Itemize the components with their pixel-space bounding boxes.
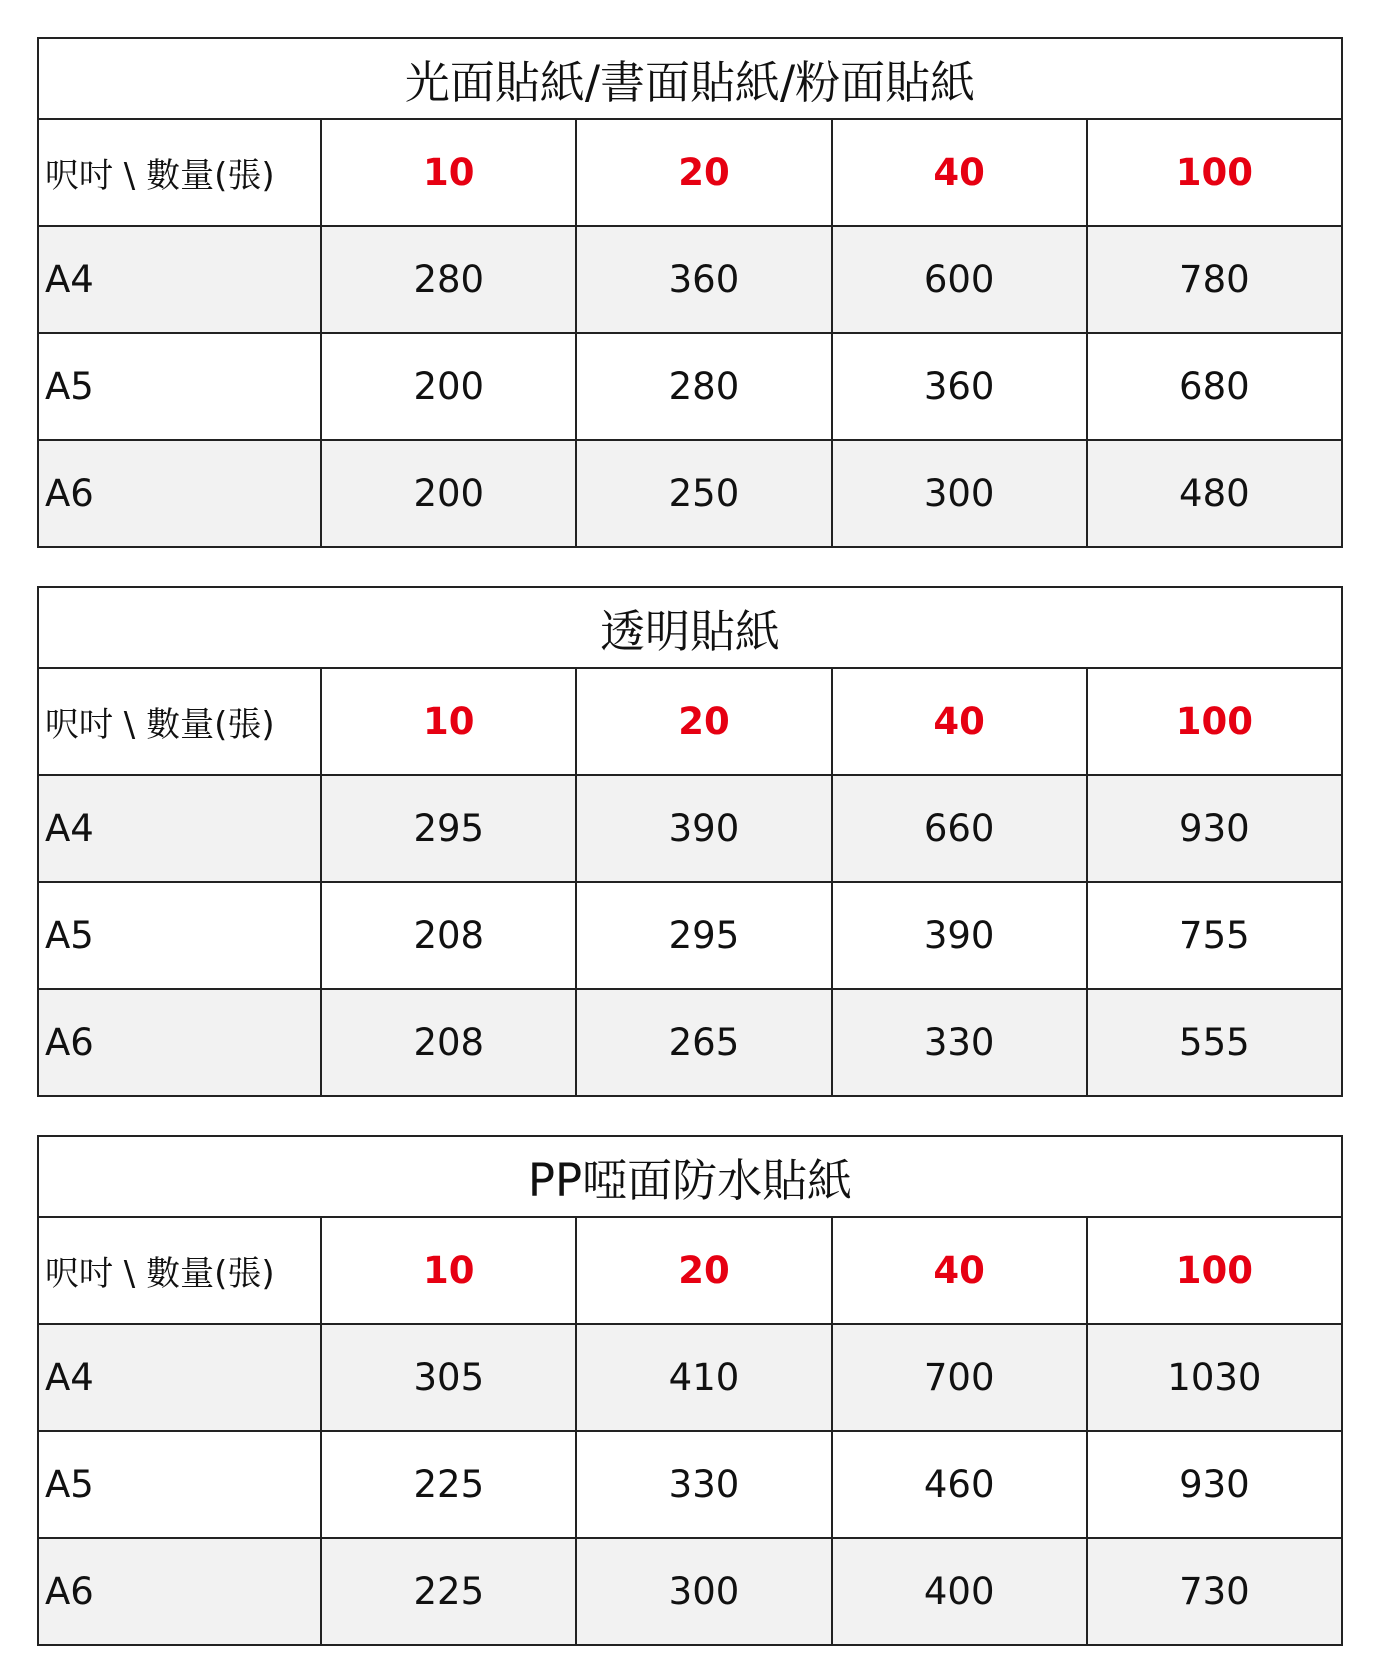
size-quantity-header-label: 呎吋 \ 數量(張) [38, 119, 321, 226]
price-cell: 295 [576, 882, 831, 989]
price-cell: 280 [576, 333, 831, 440]
price-cell: 250 [576, 440, 831, 547]
price-cell: 930 [1087, 1431, 1342, 1538]
table-row [38, 775, 1342, 882]
price-cell: 755 [1087, 882, 1342, 989]
price-cell: 208 [321, 882, 576, 989]
table-title: 透明貼紙 [38, 587, 1342, 668]
quantity-header-20: 20 [576, 668, 831, 775]
table-title-row [38, 38, 1342, 119]
price-cell: 265 [576, 989, 831, 1096]
quantity-header-100: 100 [1087, 119, 1342, 226]
size-label: A4 [38, 775, 321, 882]
price-cell: 300 [832, 440, 1087, 547]
price-cell: 330 [832, 989, 1087, 1096]
table-row [38, 1324, 1342, 1431]
quantity-header-row [38, 119, 1342, 226]
price-table-transparent [37, 586, 1343, 1097]
table-row [38, 440, 1342, 547]
size-quantity-header-label: 呎吋 \ 數量(張) [38, 668, 321, 775]
table-row [38, 226, 1342, 333]
quantity-header-100: 100 [1087, 1217, 1342, 1324]
price-cell: 930 [1087, 775, 1342, 882]
table-row [38, 333, 1342, 440]
price-cell: 410 [576, 1324, 831, 1431]
size-quantity-header-label: 呎吋 \ 數量(張) [38, 1217, 321, 1324]
price-cell: 730 [1087, 1538, 1342, 1645]
price-cell: 700 [832, 1324, 1087, 1431]
price-cell: 360 [832, 333, 1087, 440]
size-label: A6 [38, 440, 321, 547]
price-cell: 225 [321, 1431, 576, 1538]
price-cell: 1030 [1087, 1324, 1342, 1431]
size-label: A4 [38, 1324, 321, 1431]
quantity-header-20: 20 [576, 1217, 831, 1324]
table-title: 光面貼紙/書面貼紙/粉面貼紙 [38, 38, 1342, 119]
price-cell: 460 [832, 1431, 1087, 1538]
table-title: PP啞面防水貼紙 [38, 1136, 1342, 1217]
price-cell: 330 [576, 1431, 831, 1538]
size-label: A4 [38, 226, 321, 333]
quantity-header-10: 10 [321, 119, 576, 226]
table-title-row [38, 587, 1342, 668]
price-cell: 295 [321, 775, 576, 882]
size-label: A5 [38, 1431, 321, 1538]
price-cell: 225 [321, 1538, 576, 1645]
quantity-header-10: 10 [321, 668, 576, 775]
price-cell: 280 [321, 226, 576, 333]
table-row [38, 1431, 1342, 1538]
quantity-header-100: 100 [1087, 668, 1342, 775]
quantity-header-20: 20 [576, 119, 831, 226]
price-cell: 390 [832, 882, 1087, 989]
price-cell: 400 [832, 1538, 1087, 1645]
quantity-header-40: 40 [832, 119, 1087, 226]
price-cell: 200 [321, 440, 576, 547]
quantity-header-row [38, 668, 1342, 775]
price-cell: 680 [1087, 333, 1342, 440]
price-cell: 660 [832, 775, 1087, 882]
table-title-row [38, 1136, 1342, 1217]
price-cell: 305 [321, 1324, 576, 1431]
price-cell: 300 [576, 1538, 831, 1645]
price-table-glossy-matte-powder [37, 37, 1343, 548]
price-cell: 390 [576, 775, 831, 882]
size-label: A6 [38, 989, 321, 1096]
quantity-header-40: 40 [832, 668, 1087, 775]
table-row [38, 882, 1342, 989]
price-cell: 600 [832, 226, 1087, 333]
size-label: A5 [38, 333, 321, 440]
size-label: A6 [38, 1538, 321, 1645]
size-label: A5 [38, 882, 321, 989]
price-cell: 555 [1087, 989, 1342, 1096]
price-cell: 200 [321, 333, 576, 440]
price-cell: 360 [576, 226, 831, 333]
price-cell: 480 [1087, 440, 1342, 547]
price-cell: 780 [1087, 226, 1342, 333]
price-cell: 208 [321, 989, 576, 1096]
table-row [38, 989, 1342, 1096]
price-table-pp-matte-waterproof [37, 1135, 1343, 1646]
table-row [38, 1538, 1342, 1645]
quantity-header-40: 40 [832, 1217, 1087, 1324]
quantity-header-10: 10 [321, 1217, 576, 1324]
quantity-header-row [38, 1217, 1342, 1324]
